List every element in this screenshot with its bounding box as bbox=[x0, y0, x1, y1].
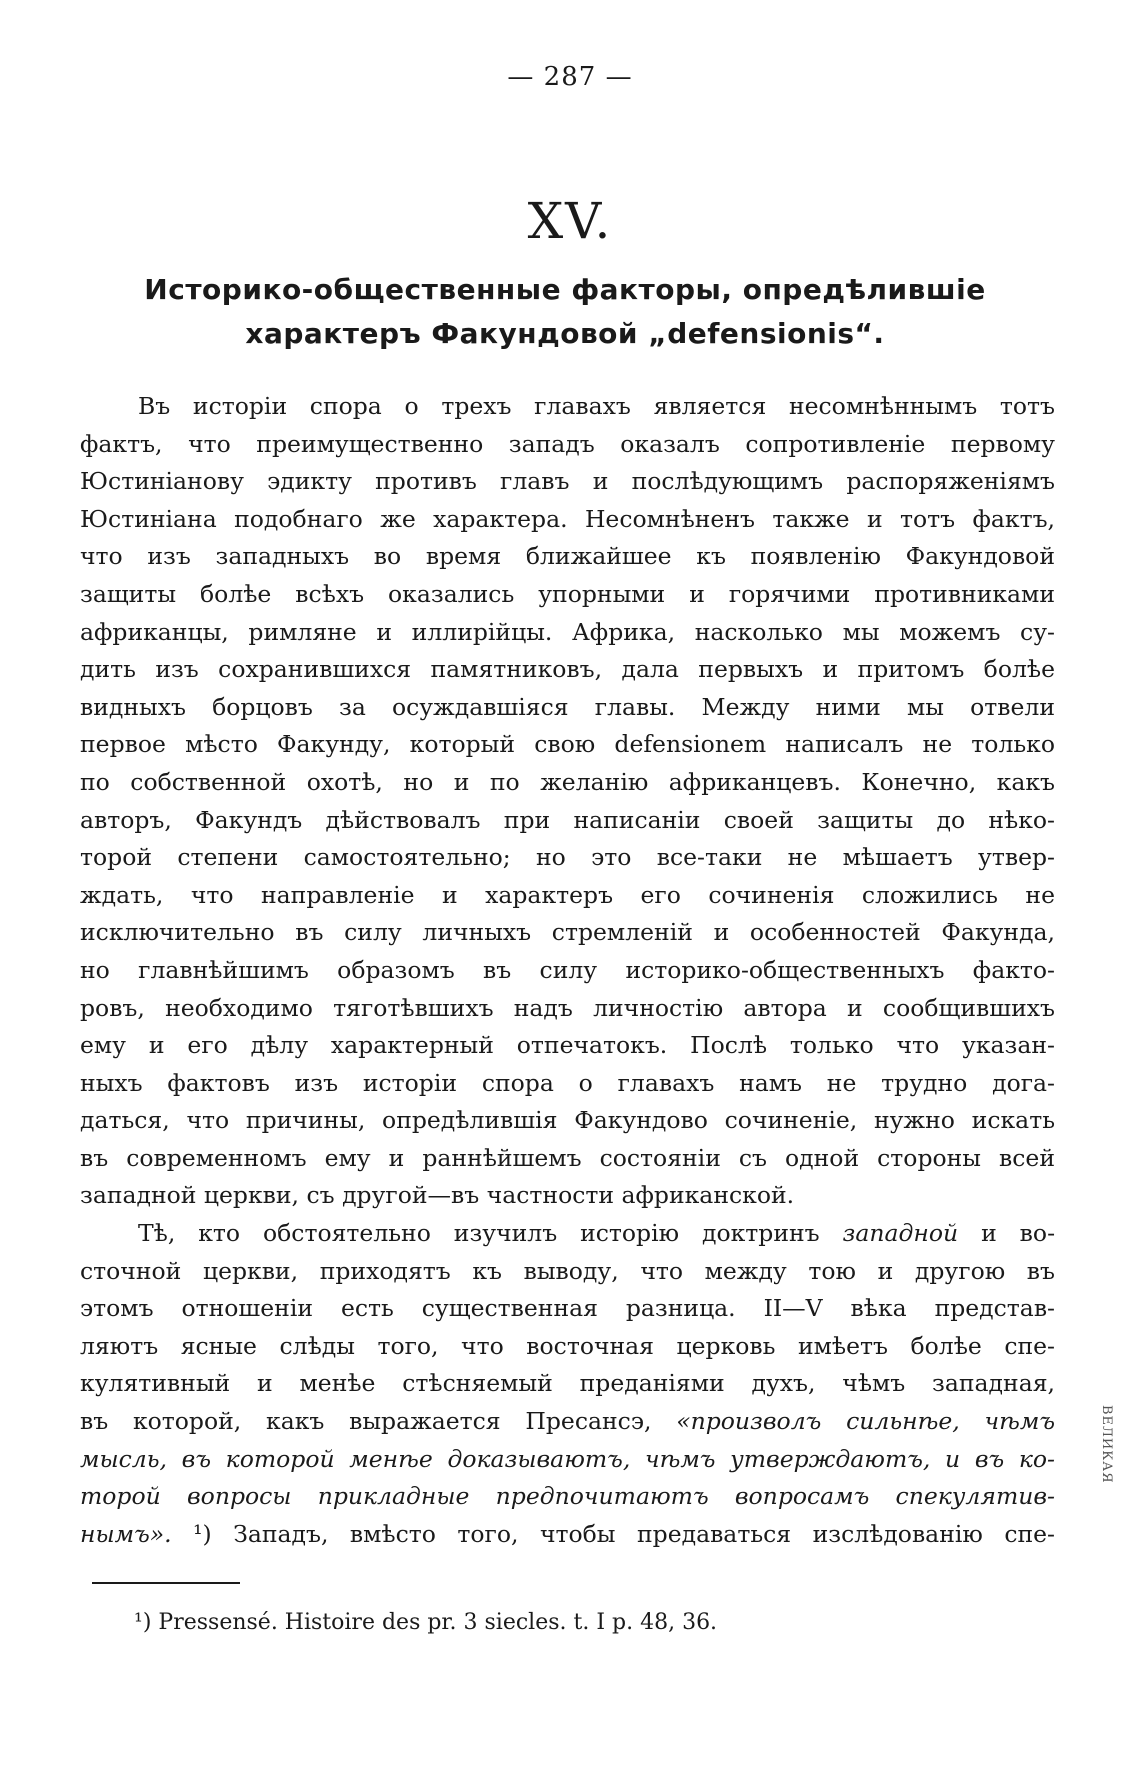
italic-span: западной bbox=[842, 1219, 959, 1248]
text-line: видныхъ борцовъ за осуждавшіяся главы. Между ними мы отвели bbox=[80, 692, 1055, 721]
text-line: кулятивный и менѣе стѣсняемый преданіями духъ, чѣмъ западная, bbox=[80, 1369, 1055, 1398]
chapter-number: XV. bbox=[527, 192, 613, 250]
library-stamp: ВЕЛИКАЯ bbox=[1099, 1405, 1114, 1484]
text-line: по собственной охотѣ, но и по желанію африканцевъ. Конечно, какъ bbox=[80, 767, 1055, 796]
text-line: ждать, что направленіе и характеръ его сочиненія сложились не bbox=[80, 880, 1055, 909]
text-line bbox=[80, 1516, 1055, 1554]
text-span: Тѣ, кто обстоятельно изучилъ исторію доктринъ bbox=[138, 1219, 843, 1248]
text-line: защиты болѣе всѣхъ оказались упорными и горячими противниками bbox=[80, 579, 1055, 608]
footnote: ¹) Pressensé. Histoire des pr. 3 siecles. t. I p. 48, 36. bbox=[134, 1610, 718, 1635]
text-line: первое мѣсто Факунду, который свою defensionem написалъ не только bbox=[80, 730, 1055, 759]
text-span: въ которой, какъ выражается Пресансэ, bbox=[80, 1407, 677, 1436]
chapter-title: Историко-общественные факторы, опредѣлившіе характеръ Факундовой „defensionis“. bbox=[144, 273, 986, 350]
text-line: Въ исторіи спора о трехъ главахъ является несомнѣннымъ тотъ bbox=[138, 392, 1055, 420]
text-line: мысль, въ которой менѣе доказываютъ, чѣмъ утверждаютъ, и въ ко- bbox=[80, 1444, 1055, 1473]
text-span: ¹) Западъ, вмѣсто того, чтобы предаваться изслѣдованію спе- bbox=[171, 1519, 1055, 1548]
text-line: Юстиніанову эдикту противъ главъ и послѣдующимъ распоряженіямъ bbox=[80, 467, 1055, 496]
text-line: ныхъ фактовъ изъ исторіи спора о главахъ намъ не трудно дога- bbox=[80, 1068, 1055, 1097]
text-line: ляютъ ясные слѣды того, что восточная церковь имѣетъ болѣе спе- bbox=[80, 1331, 1055, 1360]
text-line: но главнѣйшимъ образомъ въ силу историко-общественныхъ факто- bbox=[80, 955, 1055, 984]
text-line: дить изъ сохранившихся памятниковъ, дала первыхъ и притомъ болѣе bbox=[80, 655, 1055, 684]
body-text bbox=[80, 388, 1055, 1553]
text-line bbox=[80, 1403, 1055, 1441]
text-line: что изъ западныхъ во время ближайшее къ появленію Факундовой bbox=[80, 542, 1055, 571]
footnote-divider bbox=[92, 1582, 240, 1584]
text-line: исключительно въ силу личныхъ стремленій и особенностей Факунда, bbox=[80, 918, 1055, 947]
text-line: африканцы, римляне и иллирійцы. Африка, насколько мы можемъ су- bbox=[80, 617, 1055, 646]
text-line bbox=[80, 1215, 1055, 1253]
text-line: даться, что причины, опредѣлившія Факундово сочиненіе, нужно искать bbox=[80, 1106, 1055, 1135]
italic-span: нымъ». bbox=[80, 1519, 172, 1548]
italic-span: «произволъ сильнѣе, чѣмъ bbox=[676, 1407, 1055, 1436]
text-line: этомъ отношеніи есть существенная разница. II—V вѣка представ- bbox=[80, 1294, 1055, 1323]
page-number: — 287 — bbox=[507, 62, 633, 92]
text-line: торой степени самостоятельно; но это все-таки не мѣшаетъ утвер- bbox=[80, 843, 1055, 872]
text-span: и во- bbox=[958, 1219, 1056, 1248]
text-line: авторъ, Факундъ дѣйствовалъ при написаніи своей защиты до нѣко- bbox=[80, 805, 1055, 834]
text-line: западной церкви, съ другой—въ частности африканской. bbox=[80, 1181, 795, 1210]
text-line: сточной церкви, приходятъ къ выводу, что между тою и другою въ bbox=[80, 1256, 1055, 1285]
text-line: Юстиніана подобнаго же характера. Несомнѣненъ также и тотъ фактъ, bbox=[80, 504, 1055, 533]
text-line: въ современномъ ему и раннѣйшемъ состояніи съ одной стороны всей bbox=[80, 1143, 1055, 1172]
text-line: ему и его дѣлу характерный отпечатокъ. Послѣ только что указан- bbox=[80, 1031, 1055, 1060]
text-line: ровъ, необходимо тяготѣвшихъ надъ личностію автора и сообщившихъ bbox=[80, 993, 1055, 1022]
text-line: фактъ, что преимущественно западъ оказалъ сопротивленіе первому bbox=[80, 429, 1055, 458]
text-line: торой вопросы прикладные предпочитаютъ вопросамъ спекулятив- bbox=[80, 1482, 1055, 1511]
